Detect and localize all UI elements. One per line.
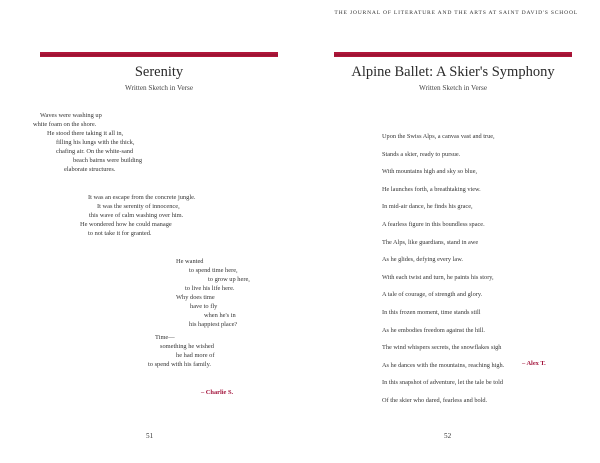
author-signature: – Alex T.: [522, 360, 546, 367]
poem-line: In mid-air dance, he finds his grace,: [382, 203, 473, 211]
poem-line: In this snapshot of adventure, let the tale be told: [382, 379, 504, 387]
poem-line: beach bairns were building: [73, 157, 143, 164]
poem-line: white foam on the shore.: [33, 121, 97, 128]
poem-line: Upon the Swiss Alps, a canvas vast and true,: [382, 133, 495, 140]
poem-line: Why does time: [176, 294, 215, 301]
poem-line: have to fly: [190, 303, 218, 310]
poem-line: As he glides, defying every law.: [382, 256, 463, 264]
poem-line: With mountains high and sky so blue,: [382, 168, 478, 176]
page-number: 51: [146, 432, 154, 440]
poem-line: He launches forth, a breathtaking view.: [382, 185, 481, 193]
poem-line: It was the serenity of innocence,: [97, 203, 180, 210]
poem-line: he had more of: [176, 352, 215, 359]
poem-line: to spend with his family.: [148, 361, 211, 368]
poem-line: The Alps, like guardians, stand in awe: [382, 238, 479, 246]
poem-line: Stands a skier, ready to pursue.: [382, 150, 461, 158]
author-signature: – Charlie S.: [201, 389, 234, 396]
poem-line: As he dances with the mountains, reaching high.: [382, 361, 505, 369]
poem-line: when he's in: [204, 312, 236, 319]
running-header: THE JOURNAL OF LITERATURE AND THE ARTS AT SAINT DAVID'S SCHOOL: [334, 10, 578, 16]
poem-line: his happiest place?: [189, 321, 238, 328]
poem-line: something he wished: [160, 343, 214, 350]
poem-line: With each twist and turn, he paints his story,: [382, 273, 494, 281]
poem-line: He wondered how he could manage: [80, 221, 172, 228]
poem-line: elaborate structures.: [64, 166, 116, 173]
poem-line: Time—: [155, 334, 175, 341]
poem-line: In this frozen moment, time stands still: [382, 309, 481, 316]
poem-line: A tale of courage, of strength and glory.: [382, 291, 483, 299]
poem-line: It was an escape from the concrete jungle.: [88, 194, 196, 201]
poem-line: As he embodies freedom against the hill.: [382, 326, 485, 334]
title-rule: [40, 52, 278, 57]
title-rule: [334, 52, 572, 57]
poem-line: filling his lungs with the thick,: [56, 139, 135, 146]
poem-line: He stood there taking it all in,: [47, 130, 124, 137]
poem-line: chafing air. On the white-sand: [56, 148, 134, 155]
poem-line: The wind whispers secrets, the snowflakes sigh: [382, 344, 502, 352]
poem-title: Serenity: [134, 64, 184, 80]
page-number: 52: [444, 432, 452, 440]
poem-line: A fearless figure in this boundless space.: [382, 221, 485, 228]
poem-subtitle: Written Sketch in Verse: [124, 84, 194, 92]
poem-line: to not take it for granted.: [88, 230, 152, 237]
poem-subtitle: Written Sketch in Verse: [418, 84, 488, 92]
poem-line: Waves were washing up: [40, 112, 102, 119]
right-page: [302, 0, 600, 463]
poem-line: He wanted: [176, 258, 204, 265]
poem-line: to spend time here,: [189, 267, 238, 274]
poem-line: to grow up here,: [208, 276, 250, 283]
poem-line: this wave of calm washing over him.: [89, 212, 184, 219]
left-page: [0, 0, 298, 463]
poem-line: Of the skier who dared, fearless and bold.: [382, 397, 488, 404]
poem-title: Alpine Ballet: A Skier's Symphony: [351, 64, 555, 80]
poem-line: to live his life here.: [185, 285, 235, 292]
